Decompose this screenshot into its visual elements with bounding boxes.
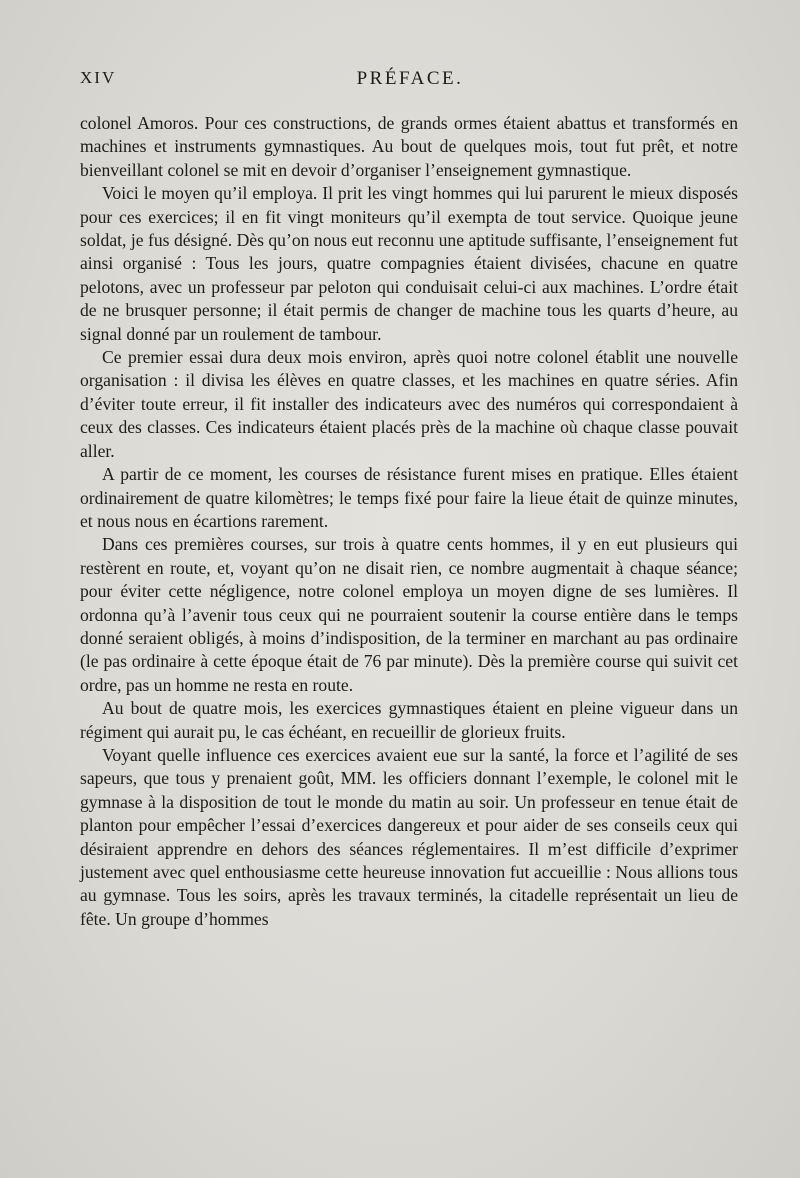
paragraph-1: colonel Amoros. Pour ces constructions, de grands ormes étaient abattus et transformés en machines et instruments gymnastiques. Au bout de quelques mois, tout fut prêt, et notre bienveillant colonel se mit en devoir d’organiser l’enseignement gymnastique.	[80, 113, 738, 180]
paragraph-4: A partir de ce moment, les courses de résistance furent mises en pratique. Elles étaient ordinairement de quatre kilomètres; le temps fixé pour faire la lieue était de quinze minutes, et nous nous en écartions rarement.	[80, 464, 738, 531]
paragraph-7: Voyant quelle influence ces exercices avaient eue sur la santé, la force et l’agilité de ses sapeurs, que tous y prenaient goût, MM. les officiers donnant l’exemple, le colonel mit le gymnase à la disposition de tout le monde du matin au soir. Un professeur en tenue était de planton pour empêcher l’essai d’exercices dangereux et pour aider de ses conseils ceux qui désiraient apprendre en dehors des séances réglementaires. Il m’est difficile d’exprimer justement avec quel enthousiasme cette heureuse innovation fut accueillie : Nous allions tous au gymnase. Tous les soirs, après les travaux terminés, la citadelle représentait un lieu de fête. Un groupe d’hommes	[80, 744, 738, 929]
page-header	[80, 68, 740, 94]
page-number: XIV	[80, 68, 117, 87]
running-head: PRÉFACE.	[356, 68, 464, 89]
body-text	[80, 112, 738, 931]
paragraph-2: Voici le moyen qu’il employa. Il prit les vingt hommes qui lui parurent le mieux disposés pour ces exercices; il en fit vingt moniteurs qu’il exempta de tout service. Quoique jeune soldat, je fus désigné. Dès qu’on nous eut reconnu une aptitude suffisante, l’enseignement fut ainsi organisé : Tous les jours, quatre compagnies étaient divisées, chacune en quatre pelotons, avec un professeur par peloton qui conduisait celui-ci aux machines. L’ordre était de ne brusquer personne; il était permis de changer de machine tous les quarts d’heure, au signal donné par un roulement de tambour.	[80, 183, 738, 344]
paragraph-5: Dans ces premières courses, sur trois à quatre cents hommes, il y en eut plusieurs qui restèrent en route, et, voyant qu’on ne disait rien, ce nombre augmentait à chaque séance; pour éviter cette négligence, notre colonel employa un moyen digne de ses lumières. Il ordonna qu’à l’avenir tous ceux qui ne pourraient soutenir la course entière dans le temps donné seraient obligés, à moins d’indisposition, de la terminer en marchant au pas ordinaire (le pas ordinaire à cette époque était de 76 par minute). Dès la première course qui suivit cet ordre, pas un homme ne resta en route.	[80, 534, 738, 695]
paragraph-6: Au bout de quatre mois, les exercices gymnastiques étaient en pleine vigueur dans un régiment qui aurait pu, le cas échéant, en recueillir de glorieux fruits.	[80, 698, 738, 742]
paragraph-3: Ce premier essai dura deux mois environ, après quoi notre colonel établit une nouvelle organisation : il divisa les élèves en quatre classes, et les machines en quatre séries. Afin d’éviter toute erreur, il fit installer des indicateurs avec des numéros qui correspondaient à ceux des classes. Ces indicateurs étaient placés près de la machine où chaque classe pouvait aller.	[80, 347, 738, 461]
